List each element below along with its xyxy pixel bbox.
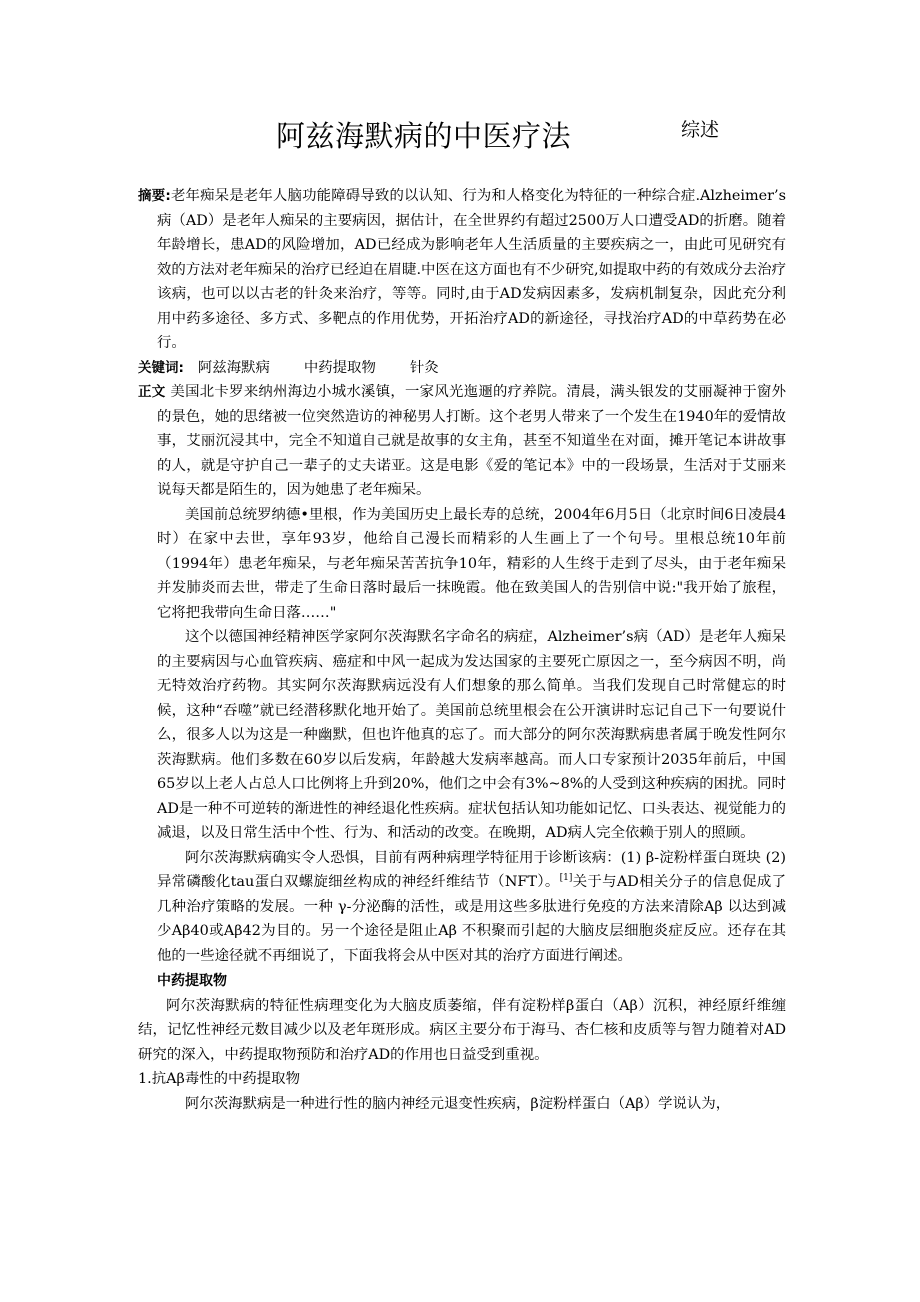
body-paragraph-4 xyxy=(138,846,786,969)
document-content xyxy=(138,184,786,1116)
document-type-tag: 综述 xyxy=(681,119,720,141)
keyword-item: 针灸 xyxy=(409,359,439,376)
document-title: 阿兹海默病的中医疗法 xyxy=(276,119,572,153)
body-paragraph-4-text-b: 关于与AD相关分子的信息促成了几种治疗策略的发展。一种 γ-分泌酶的活性，或是用这些多肽进行免疫的方法来清除Aβ 以达到减少Aβ40或Aβ42为目的。另一个途径是阻止Aβ 不积聚而引起的大脑皮层细胞炎症反应。还存在其他的一些途径就不再细说了，下面我将会从中医对其的治疗方面进行阐述。 xyxy=(157,874,787,964)
abstract-text: 老年痴呆是老年人脑功能障碍导致的以认知、行为和人格变化为特征的一种综合症.Alzheimer’s病（AD）是老年人痴呆的主要病因，据估计，在全世界约有超过2500万人口遭受AD的折磨。随着年龄增长，患AD的风险增加，AD已经成为影响老年人生活质量的主要疾病之一，由此可见研究有效的方法对老年痴呆的治疗已经迫在眉睫.中医在这方面也有不少研究,如提取中药的有效成分去治疗该病，也可以以古老的针灸来治疗，等等。同时,由于AD发病因素多，发病机制复杂，因此充分利用中药多途径、多方式、多靶点的作用优势，开拓治疗AD的新途径，寻找治疗AD的中草药势在必行。 xyxy=(157,188,786,351)
section-paragraph-1: 阿尔茨海默病的特征性病理变化为大脑皮质萎缩，伴有淀粉样β蛋白（Aβ）沉积，神经原纤维缠结，记忆性神经元数目减少以及老年斑形成。病区主要分布于海马、杏仁核和皮质等与智力随着对AD研究的深入，中药提取物预防和治疗AD的作用也日益受到重视。 xyxy=(138,997,786,1063)
keyword-item: 中药提取物 xyxy=(303,359,376,376)
subsection-paragraph: 阿尔茨海默病是一种进行性的脑内神经元退变性疾病，β淀粉样蛋白（Aβ）学说认为， xyxy=(185,1095,731,1112)
keywords-label: 关键词: xyxy=(138,359,184,376)
abstract-paragraph xyxy=(138,184,786,356)
keyword-item: 阿兹海默病 xyxy=(197,359,270,376)
abstract-label: 摘要: xyxy=(138,188,171,204)
section-heading: 中药提取物 xyxy=(157,973,227,989)
citation-marker: [1] xyxy=(559,873,573,884)
body-paragraph-3: 这个以德国神经精神医学家阿尔茨海默名字命名的病症，Alzheimer’s病（AD）是老年人痴呆的主要病因与心血管疾病、癌症和中风一起成为发达国家的主要死亡原因之一，至今病因不明，尚无特效治疗药物。其实阿尔茨海默病远没有人们想象的那么简单。当我们发现自己时常健忘的时候，这种“吞噬”就已经潜移默化地开始了。美国前总统里根会在公开演讲时忘记自己下一句要说什么，很多人以为这是一种幽默，但也许他真的忘了。而大部分的阿尔茨海默病患者属于晚发性阿尔茨海默病。他们多数在60岁以后发病，年龄越大发病率越高。而人口专家预计2035年前后，中国65岁以上老人占总人口比例将上升到20%，他们之中会有3%~8%的人受到这种疾病的困扰。同时AD是一种不可逆转的渐进性的神经退化性疾病。症状包括认知功能如记忆、口头表达、视觉能力的减退，以及日常生活中个性、行为、和活动的改变。在晚期，AD病人完全依赖于别人的照顾。 xyxy=(157,629,786,841)
body-paragraph-2: 美国前总统罗纳德•里根，作为美国历史上最长寿的总统，2004年6月5日（北京时间6日凌晨4时）在家中去世，享年93岁，他给自己漫长而精彩的人生画上了一个句号。里根总统10年前（1994年）患老年痴呆，与老年痴呆苦苦抗争10年，精彩的人生终于走到了尽头，由于老年痴呆并发肺炎而去世，带走了生命日落时最后一抹晚霞。他在致美国人的告别信中说:"我开始了旅程，它将把我带向生命日落……" xyxy=(157,506,786,621)
body-label: 正文 xyxy=(138,384,166,400)
body-paragraph-4-text-a: 阿尔茨海默病确实令人恐惧，目前有两种病理学特征用于诊断该病：(1) β-淀粉样蛋白斑块 (2)异常磷酸化tau蛋白双螺旋细丝构成的神经纤维结节（NFT）。 xyxy=(157,849,786,890)
keywords-line xyxy=(138,356,786,381)
subsection-heading: 1.抗Aβ毒性的中药提取物 xyxy=(138,1071,300,1087)
body-paragraph-1 xyxy=(138,380,786,503)
body-paragraph-1-text: 美国北卡罗来纳州海边小城水溪镇，一家风光迤逦的疗养院。清晨，满头银发的艾丽凝神于窗外的景色，她的思绪被一位突然造访的神秘男人打断。这个老男人带来了一个发生在1940年的爱情故事，艾丽沉浸其中，完全不知道自己就是故事的女主角，甚至不知道坐在对面，摊开笔记本讲故事的人，就是守护自己一辈子的丈夫诺亚。这是电影《爱的笔记本》中的一段场景，生活对于艾丽来说每天都是陌生的，因为她患了老年痴呆。 xyxy=(157,384,786,498)
